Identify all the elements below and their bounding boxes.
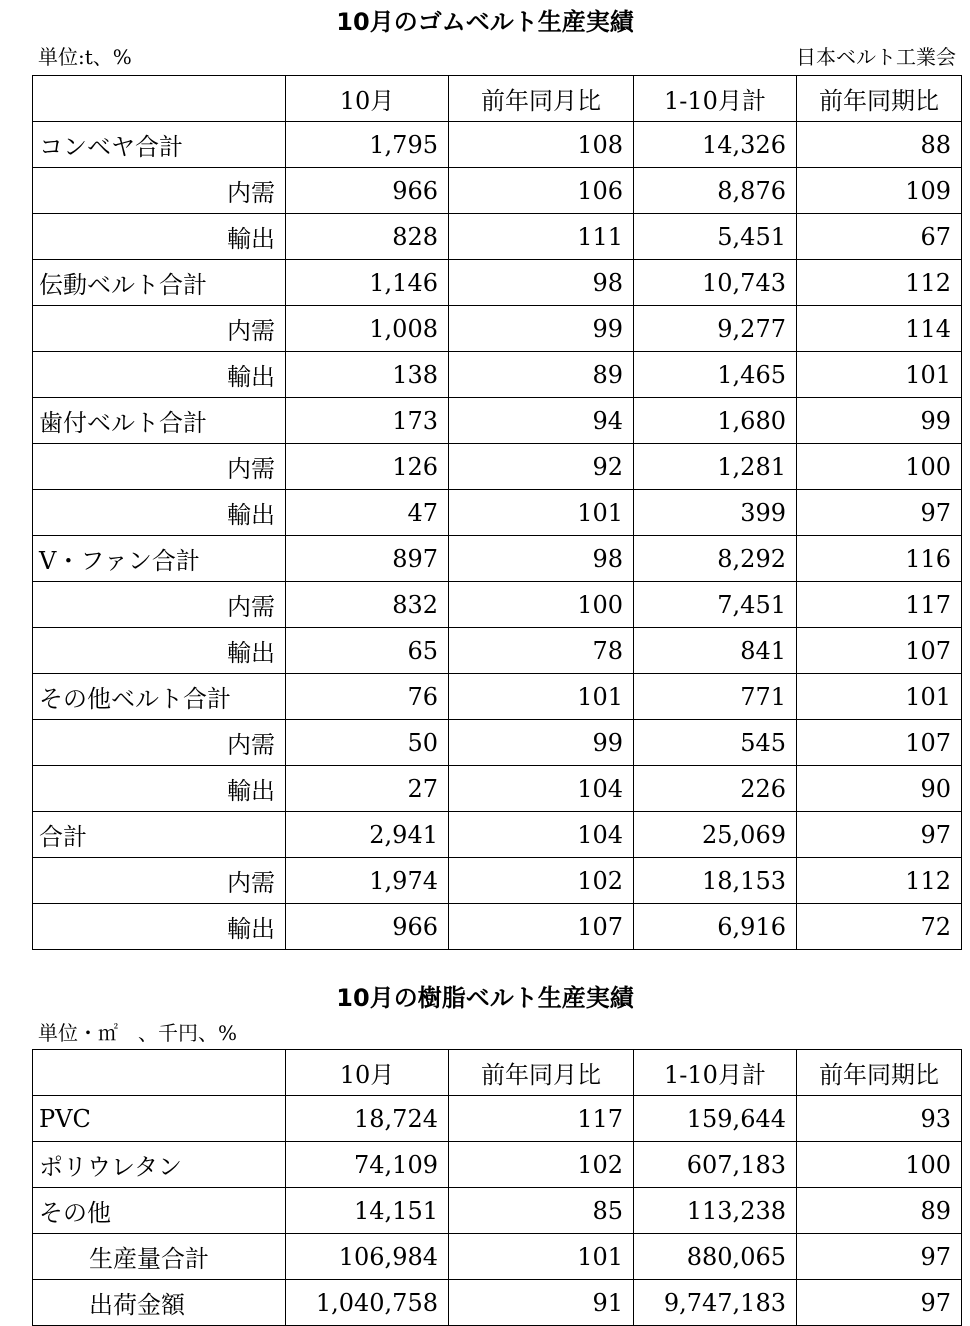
value-cell: 27 (286, 766, 449, 812)
table-row (33, 582, 962, 628)
value-cell: 102 (449, 858, 634, 904)
value-cell: 1,974 (286, 858, 449, 904)
header-cell: 前年同月比 (449, 76, 634, 122)
value-cell: 226 (634, 766, 797, 812)
value-cell: 74,109 (286, 1142, 449, 1188)
resin-belt-table (32, 1049, 962, 1326)
value-cell: 101 (797, 674, 962, 720)
value-cell: 98 (449, 536, 634, 582)
row-label: 内需 (33, 306, 286, 352)
value-cell: 104 (449, 812, 634, 858)
value-cell: 1,465 (634, 352, 797, 398)
row-label: 内需 (33, 720, 286, 766)
value-cell: 7,451 (634, 582, 797, 628)
value-cell: 771 (634, 674, 797, 720)
value-cell: 1,680 (634, 398, 797, 444)
value-cell: 117 (797, 582, 962, 628)
header-blank-cell (33, 76, 286, 122)
resin-unit-label: 単位・㎡ 、千円、% (38, 1021, 238, 1045)
value-cell: 173 (286, 398, 449, 444)
value-cell: 108 (449, 122, 634, 168)
value-cell: 107 (797, 628, 962, 674)
row-label: その他ベルト合計 (33, 674, 286, 720)
value-cell: 8,876 (634, 168, 797, 214)
value-cell: 10,743 (634, 260, 797, 306)
row-label: 輸出 (33, 904, 286, 950)
value-cell: 1,281 (634, 444, 797, 490)
row-label: 内需 (33, 582, 286, 628)
value-cell: 117 (449, 1096, 634, 1142)
value-cell: 126 (286, 444, 449, 490)
rubber-belt-table (32, 75, 962, 950)
value-cell: 72 (797, 904, 962, 950)
value-cell: 94 (449, 398, 634, 444)
value-cell: 832 (286, 582, 449, 628)
row-label: 輸出 (33, 352, 286, 398)
value-cell: 91 (449, 1280, 634, 1326)
value-cell: 2,941 (286, 812, 449, 858)
table-row (33, 260, 962, 306)
table-row (33, 1188, 962, 1234)
value-cell: 99 (449, 306, 634, 352)
rubber-belt-title: 10月のゴムベルト生産実績 (336, 8, 634, 36)
value-cell: 841 (634, 628, 797, 674)
table-row (33, 306, 962, 352)
value-cell: 92 (449, 444, 634, 490)
table-row (33, 490, 962, 536)
value-cell: 47 (286, 490, 449, 536)
header-row (33, 1050, 962, 1096)
value-cell: 98 (449, 260, 634, 306)
value-cell: 65 (286, 628, 449, 674)
row-label: 出荷金額 (33, 1280, 286, 1326)
value-cell: 116 (797, 536, 962, 582)
value-cell: 5,451 (634, 214, 797, 260)
value-cell: 100 (449, 582, 634, 628)
value-cell: 101 (449, 490, 634, 536)
value-cell: 50 (286, 720, 449, 766)
table-row (33, 628, 962, 674)
header-cell: 前年同期比 (797, 76, 962, 122)
table-row (33, 1280, 962, 1326)
value-cell: 18,153 (634, 858, 797, 904)
value-cell: 102 (449, 1142, 634, 1188)
value-cell: 99 (797, 398, 962, 444)
header-cell: 10月 (286, 76, 449, 122)
row-label: V・ファン合計 (33, 536, 286, 582)
value-cell: 97 (797, 490, 962, 536)
value-cell: 89 (449, 352, 634, 398)
value-cell: 114 (797, 306, 962, 352)
value-cell: 101 (449, 1234, 634, 1280)
row-label: 輸出 (33, 490, 286, 536)
value-cell: 90 (797, 766, 962, 812)
resin-belt-title: 10月の樹脂ベルト生産実績 (336, 984, 634, 1012)
header-cell: 10月 (286, 1050, 449, 1096)
value-cell: 97 (797, 812, 962, 858)
table-row (33, 444, 962, 490)
header-cell: 1-10月計 (634, 1050, 797, 1096)
table-row (33, 352, 962, 398)
row-label: 輸出 (33, 628, 286, 674)
value-cell: 101 (449, 674, 634, 720)
table-row (33, 122, 962, 168)
value-cell: 112 (797, 858, 962, 904)
value-cell: 78 (449, 628, 634, 674)
value-cell: 9,747,183 (634, 1280, 797, 1326)
value-cell: 1,146 (286, 260, 449, 306)
value-cell: 966 (286, 904, 449, 950)
value-cell: 828 (286, 214, 449, 260)
row-label: 輸出 (33, 214, 286, 260)
row-label: その他 (33, 1188, 286, 1234)
value-cell: 159,644 (634, 1096, 797, 1142)
table-row (33, 858, 962, 904)
value-cell: 113,238 (634, 1188, 797, 1234)
row-label: 生産量合計 (33, 1234, 286, 1280)
table-row (33, 1096, 962, 1142)
value-cell: 107 (797, 720, 962, 766)
source-label: 日本ベルト工業会 (796, 45, 956, 69)
value-cell: 100 (797, 444, 962, 490)
value-cell: 107 (449, 904, 634, 950)
value-cell: 1,795 (286, 122, 449, 168)
header-row (33, 76, 962, 122)
table-row (33, 214, 962, 260)
value-cell: 18,724 (286, 1096, 449, 1142)
value-cell: 6,916 (634, 904, 797, 950)
value-cell: 101 (797, 352, 962, 398)
table-row (33, 904, 962, 950)
value-cell: 1,008 (286, 306, 449, 352)
value-cell: 966 (286, 168, 449, 214)
table-row (33, 674, 962, 720)
value-cell: 14,326 (634, 122, 797, 168)
value-cell: 106 (449, 168, 634, 214)
value-cell: 88 (797, 122, 962, 168)
table-row (33, 812, 962, 858)
value-cell: 89 (797, 1188, 962, 1234)
value-cell: 97 (797, 1280, 962, 1326)
table-row (33, 168, 962, 214)
value-cell: 897 (286, 536, 449, 582)
value-cell: 104 (449, 766, 634, 812)
value-cell: 106,984 (286, 1234, 449, 1280)
value-cell: 9,277 (634, 306, 797, 352)
table-row (33, 1234, 962, 1280)
table-row (33, 766, 962, 812)
row-label: 合計 (33, 812, 286, 858)
row-label: 歯付ベルト合計 (33, 398, 286, 444)
header-cell: 1-10月計 (634, 76, 797, 122)
value-cell: 85 (449, 1188, 634, 1234)
rubber-unit-label: 単位:t、% (38, 45, 132, 69)
value-cell: 25,069 (634, 812, 797, 858)
value-cell: 14,151 (286, 1188, 449, 1234)
table-row (33, 720, 962, 766)
row-label: コンベヤ合計 (33, 122, 286, 168)
row-label: 内需 (33, 858, 286, 904)
value-cell: 97 (797, 1234, 962, 1280)
row-label: 伝動ベルト合計 (33, 260, 286, 306)
row-label: 内需 (33, 444, 286, 490)
value-cell: 67 (797, 214, 962, 260)
table-row (33, 1142, 962, 1188)
row-label: PVC (33, 1096, 286, 1142)
header-blank-cell (33, 1050, 286, 1096)
row-label: 輸出 (33, 766, 286, 812)
value-cell: 138 (286, 352, 449, 398)
value-cell: 111 (449, 214, 634, 260)
value-cell: 100 (797, 1142, 962, 1188)
row-label: 内需 (33, 168, 286, 214)
value-cell: 545 (634, 720, 797, 766)
value-cell: 93 (797, 1096, 962, 1142)
table-row (33, 398, 962, 444)
value-cell: 399 (634, 490, 797, 536)
value-cell: 76 (286, 674, 449, 720)
value-cell: 99 (449, 720, 634, 766)
value-cell: 112 (797, 260, 962, 306)
value-cell: 8,292 (634, 536, 797, 582)
row-label: ポリウレタン (33, 1142, 286, 1188)
value-cell: 1,040,758 (286, 1280, 449, 1326)
value-cell: 109 (797, 168, 962, 214)
value-cell: 607,183 (634, 1142, 797, 1188)
value-cell: 880,065 (634, 1234, 797, 1280)
table-row (33, 536, 962, 582)
header-cell: 前年同期比 (797, 1050, 962, 1096)
header-cell: 前年同月比 (449, 1050, 634, 1096)
